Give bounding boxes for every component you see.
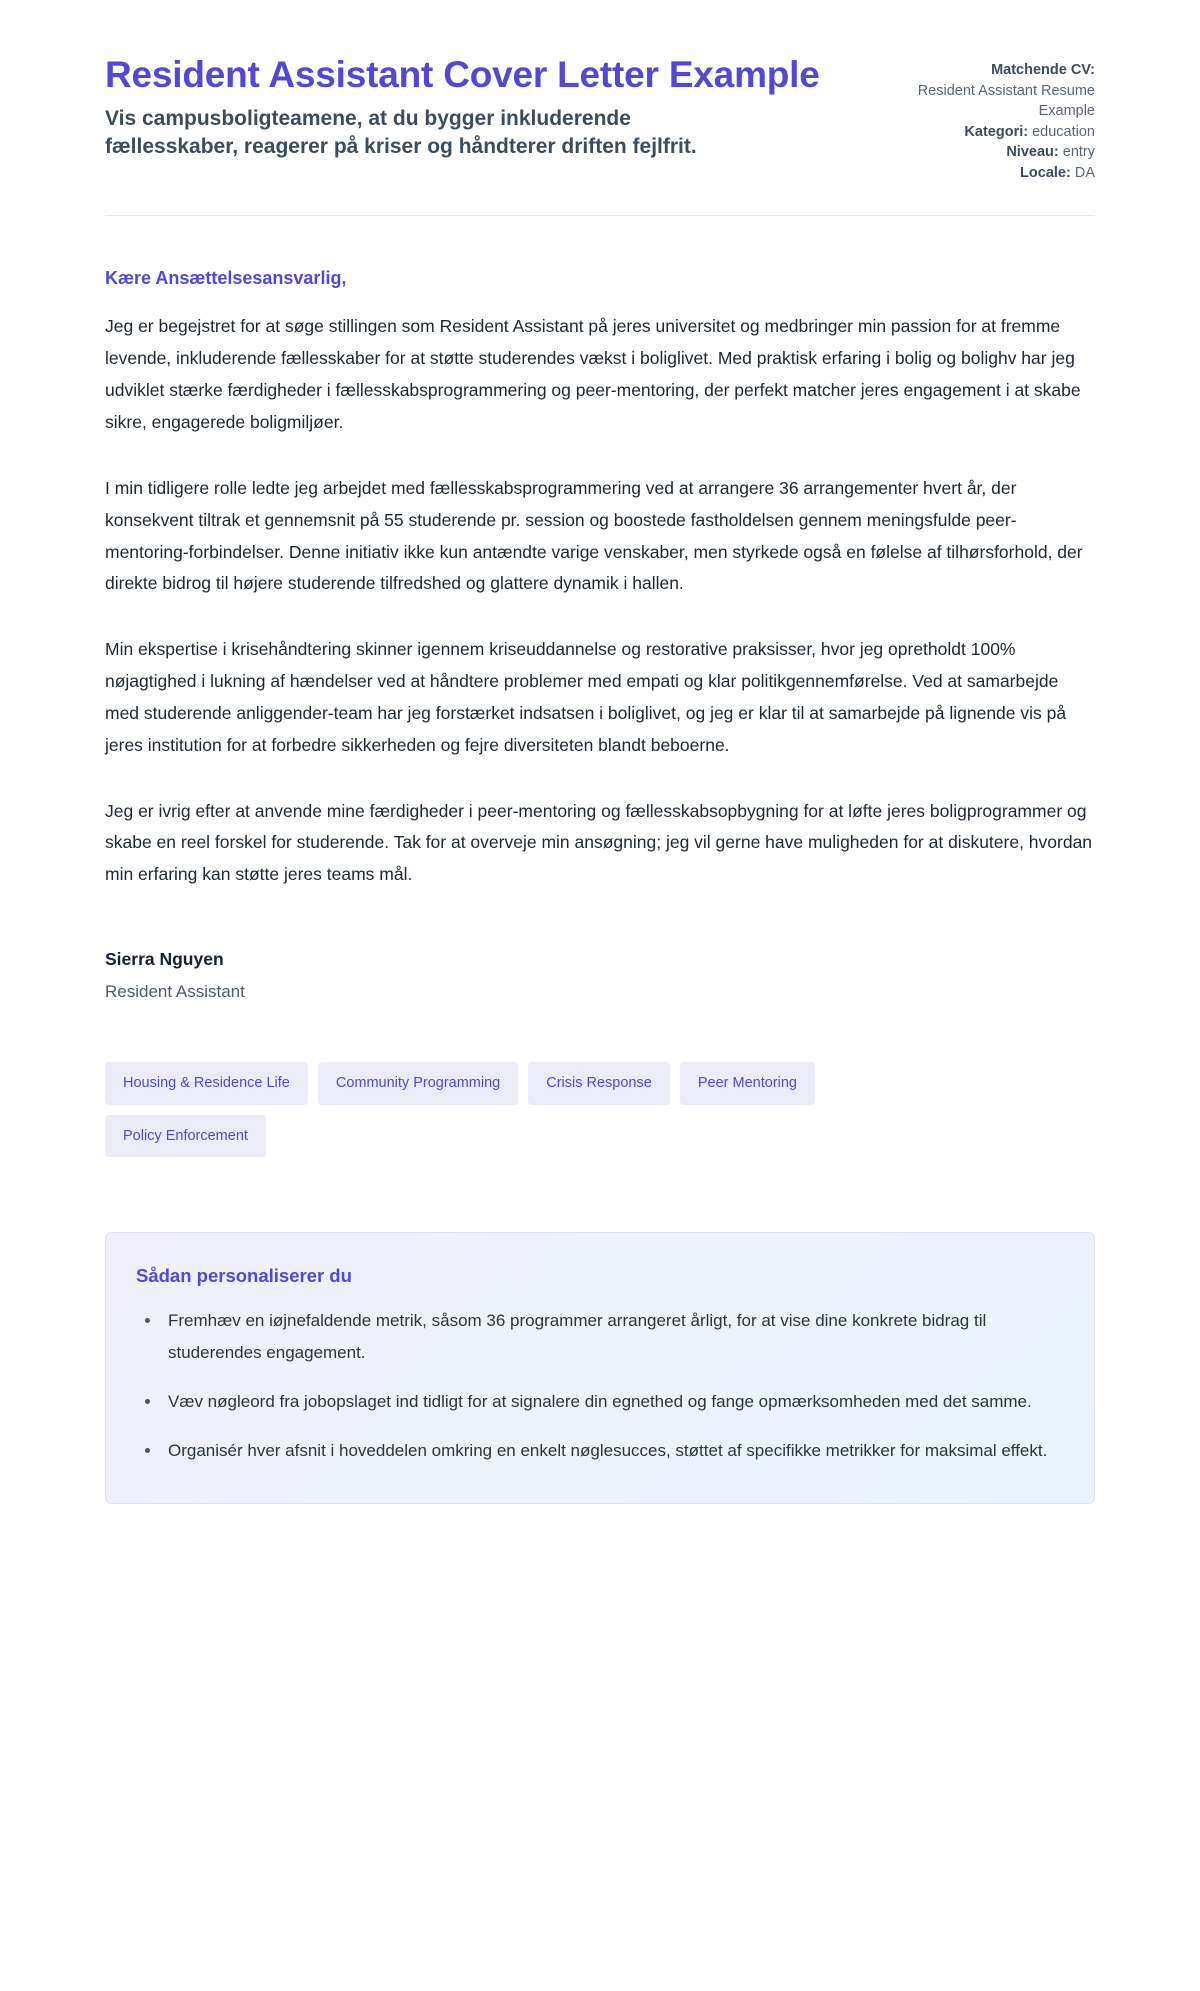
tag-chip[interactable]: Peer Mentoring [680,1062,815,1105]
meta-row-level [865,142,1095,163]
signature-role: Resident Assistant [105,982,245,1002]
callout-tip-item: • Væv nøgleord fra jobopslaget ind tidligt for at signalere din egnethed og fange opmærksomheden med det samme. [162,1386,1064,1417]
callout-tip-item: • Fremhæv en iøjnefaldende metrik, såsom 36 programmer arrangeret årligt, for at vise dine konkrete bidrag til studerendes engagement. [162,1305,1064,1368]
tag-chip[interactable]: Crisis Response [528,1062,670,1105]
meta-row-category [865,122,1095,143]
tag-chip[interactable]: Community Programming [318,1062,518,1105]
meta-label-category: Kategori: [964,123,1029,140]
letter-greeting: Kære Ansættelsesansvarlig, [105,268,347,289]
meta-value-category: education [1032,123,1095,140]
meta-row-locale [865,163,1095,184]
signature-name: Sierra Nguyen [105,949,224,970]
meta-label-level: Niveau: [1006,144,1059,161]
meta-label-locale: Locale: [1020,164,1071,181]
letter-paragraph: Min ekspertise i krisehåndtering skinner igennem kriseuddannelse og restorative praksisser, hvor jeg opretholdt 100% nøjagtighed i lukning af hændelser ved at håndtere problemer med empati og klar politikgennemførelse. Ved at samarbejde med studerende anliggender-team har jeg forstærket indsatsen i boliglivet, og jeg er klar til at samarbejde på lignende vis på jeres institution for at forbedre sikkerheden og fejre diversiteten blandt beboerne. [105,639,1067,755]
tag-list [105,1002,985,1157]
page-subtitle: Vis campusboligteamene, at du bygger inkluderende fællesskaber, reagerer på kriser og håndterer driften fejlfrit. [105,107,697,159]
tag-chip[interactable]: Housing & Residence Life [105,1062,308,1105]
cover-letter-body [105,216,1095,891]
callout-tip-item: • Organisér hver afsnit i hoveddelen omkring en enkelt nøglesucces, støttet af specifikke metrikker for maksimal effekt. [162,1435,1064,1466]
letter-paragraph: I min tidligere rolle ledte jeg arbejdet med fællesskabsprogrammering ved at arrangere 36 arrangementer hvert år, der konsekvent tiltrak et gennemsnit på 55 studerende pr. session og boostede fastholdelsen gennem meningsfulde peer-mentoring-forbindelser. Denne initiativ ikke kun antændte varige venskaber, men styrkede også en følelse af tilhørsforhold, der direkte bidrog til højere studerende tilfredshed og glattere dynamik i hallen. [105,477,1083,594]
page-title: Resident Assistant Cover Letter Example [105,54,820,95]
meta-value-matching-resume: Resident Assistant Resume Example [917,82,1095,120]
page-header [105,0,1095,183]
header-title-block [105,52,825,162]
meta-label-matching-resume: Matchende CV: [991,62,1095,78]
document-metadata [865,52,1095,183]
meta-row-matching-resume [865,60,1095,81]
tag-chip[interactable]: Policy Enforcement [105,1115,266,1158]
meta-value-locale: DA [1074,164,1095,181]
callout-tip-list [136,1305,1064,1467]
callout-title: Sådan personaliserer du [136,1265,352,1287]
meta-value-level: entry [1062,144,1095,161]
letter-paragraph: Jeg er begejstret for at søge stillingen som Resident Assistant på jeres universitet og medbringer min passion for at fremme levende, inkluderende fællesskaber for at støtte studerendes vækst i boliglivet. Med praktisk erfaring i bolig og bolighv har jeg udviklet stærke færdigheder i fællesskabsprogrammering og peer-mentoring, der perfekt matcher jeres engagement i at skabe sikre, engagerede boligmiljøer. [105,316,1081,432]
signature-block [105,891,1095,1002]
personalization-callout [105,1232,1095,1504]
letter-paragraph: Jeg er ivrig efter at anvende mine færdigheder i peer-mentoring og fællesskabsopbygning for at løfte jeres boligprogrammer og skabe en reel forskel for studerende. Tak for at overveje min ansøgning; jeg vil gerne have muligheden for at diskutere, hvordan min erfaring kan støtte jeres teams mål. [105,800,1093,885]
meta-value-matching-resume-row [865,81,1095,122]
